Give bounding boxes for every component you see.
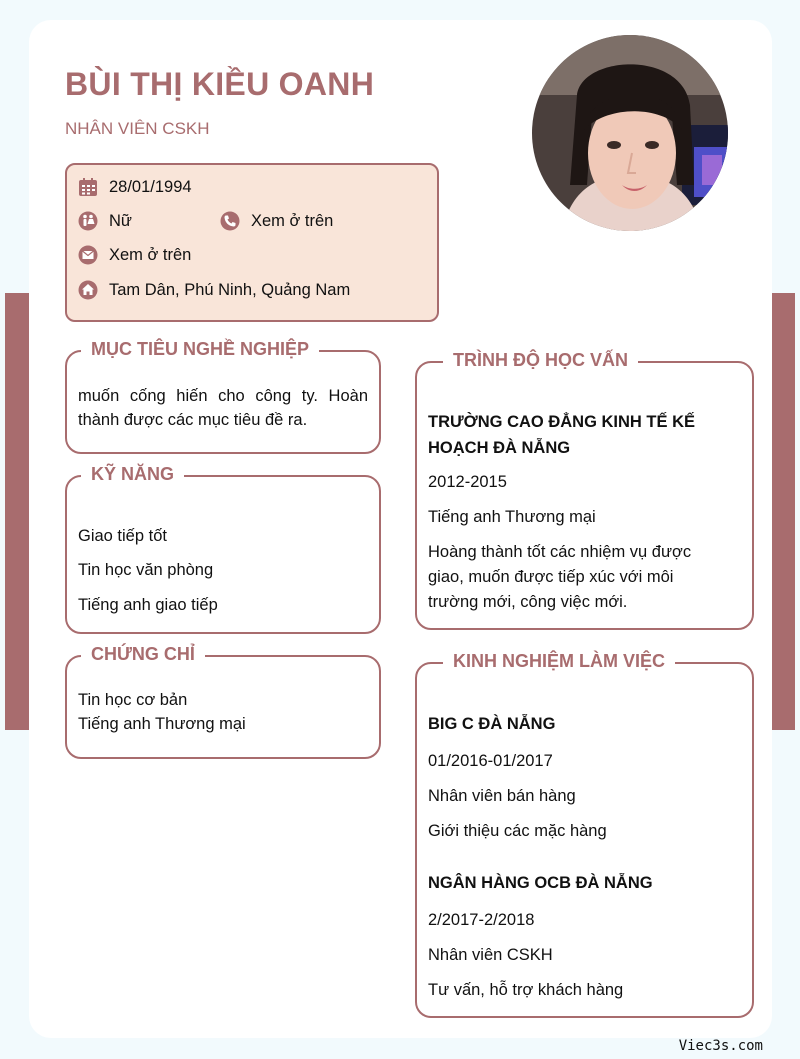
home-icon — [78, 280, 98, 300]
certificate-item: Tin học cơ bản — [78, 691, 188, 709]
email-row — [78, 245, 191, 265]
job-description: Tư vấn, hỗ trợ khách hàng — [428, 981, 624, 999]
phone-value: Xem ở trên — [251, 211, 334, 230]
objective-section — [65, 339, 381, 454]
education-title: TRÌNH ĐỘ HỌC VẤN — [443, 350, 638, 371]
address-value: Tam Dân, Phú Ninh, Quảng Nam — [109, 280, 351, 299]
experience-section — [415, 651, 754, 1018]
skill-item: Giao tiếp tốt — [78, 527, 167, 545]
certificates-section — [65, 644, 381, 759]
candidate-name: BÙI THỊ KIỀU OANH — [65, 66, 375, 102]
job-title: NHÂN VIÊN CSKH — [65, 119, 210, 138]
job-period: 01/2016-01/2017 — [428, 752, 553, 770]
skills-title: KỸ NĂNG — [81, 464, 184, 485]
job-position: Nhân viên CSKH — [428, 946, 553, 964]
phone-row — [220, 211, 333, 231]
certificate-item: Tiếng anh Thương mại — [78, 715, 246, 733]
address-row — [78, 280, 350, 300]
job-period: 2/2017-2/2018 — [428, 911, 535, 929]
education-period: 2012-2015 — [428, 473, 507, 491]
birthday-row — [78, 177, 192, 197]
experience-title: KINH NGHIỆM LÀM VIỆC — [443, 651, 675, 672]
watermark: Viec3s.com — [678, 1038, 763, 1054]
job-company: BIG C ĐÀ NẴNG — [428, 715, 556, 733]
right-accent-bar — [771, 293, 795, 730]
skill-item: Tiếng anh giao tiếp — [78, 596, 218, 614]
gender-value: Nữ — [109, 211, 132, 230]
birthday-value: 28/01/1994 — [109, 177, 192, 196]
gender-row — [78, 211, 132, 231]
objective-text: muốn cống hiến cho công ty. Hoàn thành được các mục tiêu đề ra. — [78, 387, 368, 429]
skills-section — [65, 464, 381, 634]
job-company: NGÂN HÀNG OCB ĐÀ NẴNG — [428, 874, 653, 892]
job-description: Giới thiệu các mặc hàng — [428, 822, 607, 840]
contact-info-box — [65, 163, 439, 322]
phone-icon — [220, 211, 240, 231]
education-description: Hoàng thành tốt các nhiệm vụ được giao, muốn được tiếp xúc với môi trường mới, công việc mới. — [428, 543, 692, 611]
education-major: Tiếng anh Thương mại — [428, 508, 596, 526]
job-position: Nhân viên bán hàng — [428, 787, 576, 805]
education-school: TRƯỜNG CAO ĐẲNG KINH TẾ KẾ HOẠCH ĐÀ NẴNG — [428, 413, 696, 457]
left-accent-bar — [5, 293, 29, 730]
education-section — [415, 350, 754, 630]
skill-item: Tin học văn phòng — [78, 561, 214, 579]
certificates-title: CHỨNG CHỈ — [81, 644, 205, 665]
gender-icon — [78, 211, 98, 231]
email-icon — [78, 245, 98, 265]
profile-photo — [532, 35, 728, 231]
objective-title: MỤC TIÊU NGHỀ NGHIỆP — [81, 339, 319, 360]
email-value: Xem ở trên — [109, 245, 192, 264]
calendar-icon — [78, 177, 98, 197]
